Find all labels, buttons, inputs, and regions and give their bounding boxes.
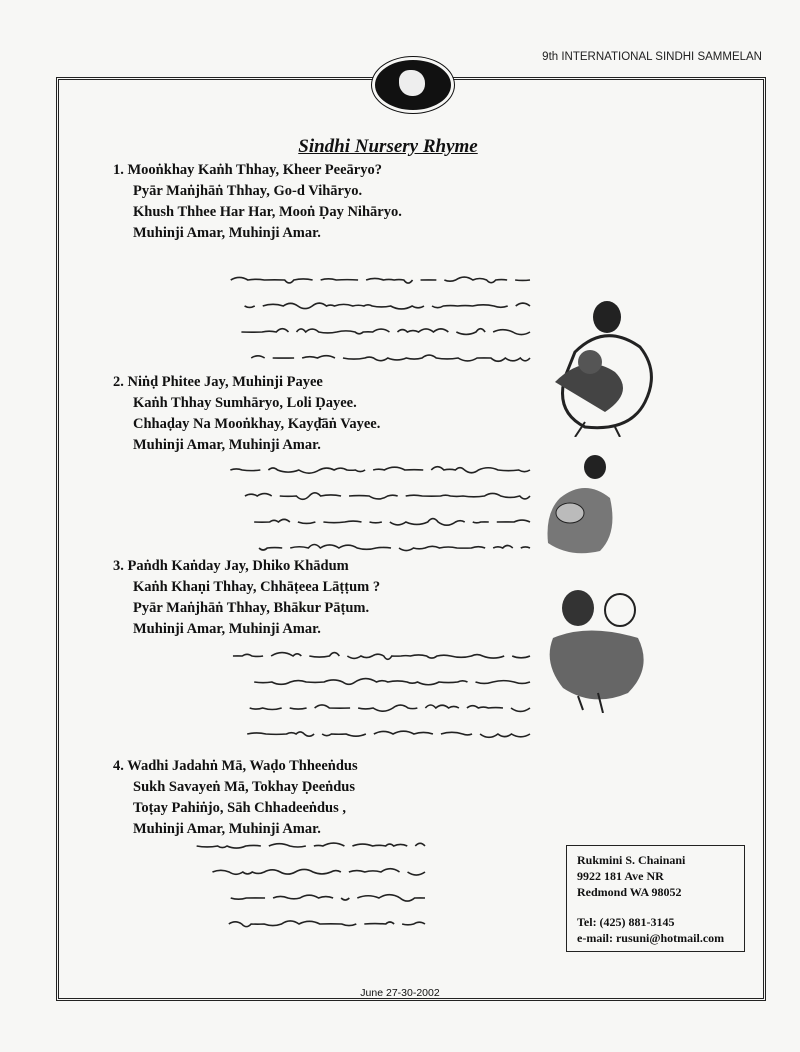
verse-line: Sukh Savayeṅ Mā, Tokhay Ḍeeṅdus [133, 779, 356, 795]
sindhi-script-verse-1 [220, 262, 540, 370]
contact-address-line-1: 9922 181 Ave NR [577, 869, 664, 883]
verse-line: 3. Paṅdh Kaṅday Jay, Dhiko Khādum [113, 558, 349, 574]
script-line [251, 355, 530, 361]
script-line [212, 869, 425, 875]
script-line [197, 843, 425, 848]
verse-line: Pyār Maṅjhāṅ Thhay, Go-d Vihāryo. [133, 183, 363, 199]
script-line [254, 519, 530, 526]
mother-child-illustration-1 [545, 292, 663, 437]
script-line [231, 895, 425, 901]
event-header: 9th INTERNATIONAL SINDHI SAMMELAN [542, 51, 762, 63]
sindhi-script-verse-3 [220, 638, 540, 750]
script-line [245, 303, 530, 309]
contact-address-line-2: Redmond WA 98052 [577, 885, 682, 899]
verse-line: Muhinji Amar, Muhinji Amar. [133, 437, 321, 453]
verse-line: Khush Thhee Har Har, Mooṅ Ḍay Nihāryo. [133, 204, 402, 220]
verse-1 [113, 160, 402, 244]
script-line [246, 679, 530, 685]
verse-2 [113, 372, 380, 456]
sindhi-script-verse-2 [220, 452, 540, 557]
contact-phone: Tel: (425) 881-3145 [577, 915, 675, 929]
verse-line: Pyār Maṅjhāṅ Thhay, Bhākur Pāṭum. [133, 600, 370, 616]
script-line [247, 731, 530, 737]
verse-line: Kaṅh Thhay Sumhāryo, Loli Ḍayee. [133, 395, 357, 411]
contact-name: Rukmini S. Chainani [577, 853, 686, 867]
verse-line: Muhinji Amar, Muhinji Amar. [133, 621, 321, 637]
script-line [250, 705, 530, 711]
verse-line: Muhinji Amar, Muhinji Amar. [133, 225, 321, 241]
script-line [245, 493, 530, 499]
footer-date: June 27-30-2002 [360, 987, 440, 999]
verse-line: Kaṅh Khaṇi Thhay, Chhāṭeea Lāṭṭum ? [133, 579, 381, 595]
script-line [231, 277, 530, 283]
script-line [241, 329, 530, 335]
verse-3 [113, 556, 380, 640]
script-line [225, 653, 530, 660]
script-line [229, 921, 425, 927]
contact-box [566, 845, 745, 952]
mother-child-illustration-2 [540, 453, 618, 558]
verse-line: 2. Niṅḍ Phitee Jay, Muhinji Payee [113, 374, 323, 390]
sindhi-script-verse-4 [195, 828, 435, 948]
contact-email[interactable]: e-mail: rusuni@hotmail.com [577, 931, 725, 945]
verse-line: Toṭay Pahiṅjo, Sāh Chhadeeṅdus , [133, 800, 347, 816]
script-line [230, 467, 530, 473]
verse-line: Muhinji Amar, Muhinji Amar. [133, 821, 321, 837]
script-line [259, 545, 530, 551]
page-title: Sindhi Nursery Rhyme [298, 136, 478, 157]
verse-line: 4. Wadhi Jadahṅ Mā, Waḍo Thheeṅdus [113, 758, 358, 774]
verse-line: 1. Mooṅkhay Kaṅh Thhay, Kheer Peeāryo? [113, 162, 382, 178]
verse-line: Chhaḍay Na Mooṅkhay, Kayḍ̄āṅ Vayee. [133, 416, 381, 432]
sammelan-logo [372, 57, 454, 113]
mother-child-illustration-3 [538, 578, 660, 713]
